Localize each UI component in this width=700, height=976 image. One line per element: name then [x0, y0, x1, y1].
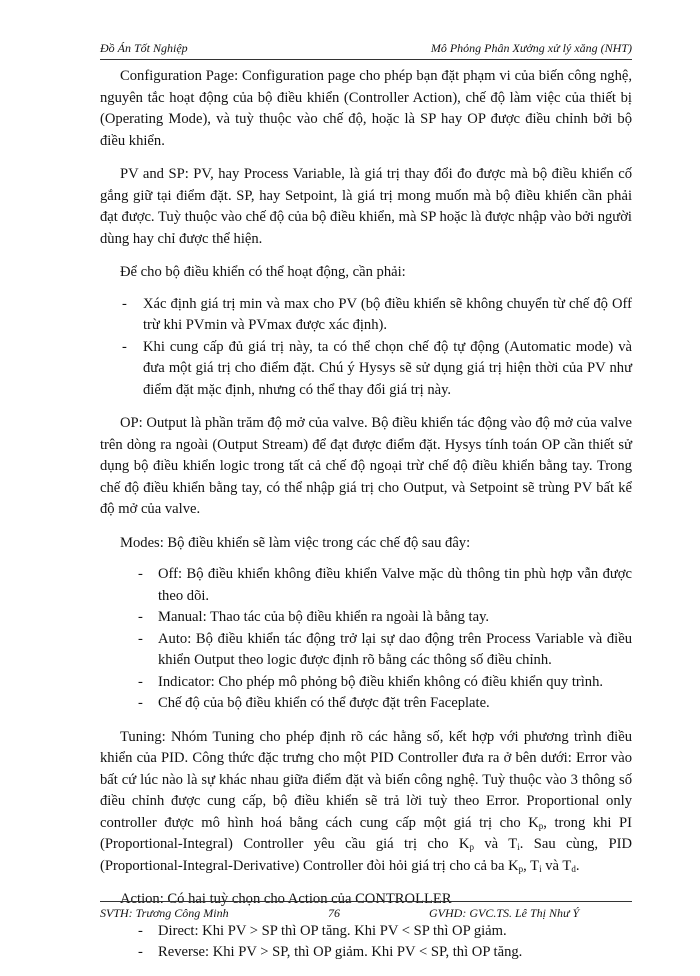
list-item: - Chế độ của bộ điều khiển có thể được đặt trên Faceplate. [100, 693, 632, 715]
footer-advisor: GVHD: GVC.TS. Lê Thị Như Ý [429, 906, 580, 920]
paragraph-requirements-intro: Để cho bộ điều khiển có thể hoạt động, cần phải: [120, 264, 406, 280]
paragraph-configuration-page: Configuration Page: Configuration page cho phép bạn đặt phạm vi của biến công nghệ, nguyên tắc hoạt động của bộ điều khiển (Controller Action), chế độ làm việc của thiết bị (Operating Mode), và tuỳ thuộc vào chế độ, hoặc là SP hay OP được điều chỉnh bởi bộ điều khiển. [100, 68, 632, 149]
page-header [100, 40, 632, 60]
paragraph-modes-intro: Modes: Bộ điều khiển sẽ làm việc trong các chế độ sau đây: [120, 534, 471, 551]
paragraph-op: OP: Output là phần trăm độ mở của valve. Bộ điều khiển tác động vào độ mở của valve trên dòng ra ngoài (Output Stream) để đạt được điểm đặt. Hysys tính toán OP cần thiết sử dụng bộ điều khiển logic trong tất cả chế độ ngoại trừ chế độ điều khiển bằng tay. Trong chế độ điều khiển bằng tay, có thể nhập giá trị cho Output, và Setpoint sẽ trùng PV bất kể độ mở của valve. [100, 415, 632, 517]
list-item: - Off: Bộ điều khiển không điều khiển Valve mặc dù thông tin phù hợp vẫn được theo dõi. [138, 566, 632, 604]
dash-bullet-icon: - [122, 338, 127, 355]
list-item: - Direct: Khi PV > SP thì OP tăng. Khi PV < SP thì OP giảm. [100, 921, 632, 943]
page-body [100, 66, 632, 976]
list-item: - Manual: Thao tác của bộ điều khiển ra ngoài là bằng tay. [100, 607, 632, 629]
dash-bullet-icon: - [122, 295, 127, 312]
list-item: - Auto: Bộ điều khiển tác động trở lại sự dao động trên Process Variable và điều khiển Output theo logic được định rõ bằng các thông số điều chỉnh. [138, 630, 632, 668]
footer-student: SVTH: Trương Công Minh [100, 906, 229, 920]
list-item: - Khi cung cấp đủ giá trị này, ta có thể chọn chế độ tự động (Automatic mode) và đưa một giá trị cho điểm đặt. Chú ý Hysys sẽ sử dụng giá trị hiện thời của PV như điểm đặt mặc định, nhưng có thể thay đổi giá trị này. [122, 338, 632, 398]
dash-bullet-icon: - [138, 630, 143, 647]
modes-list [100, 564, 632, 715]
page-number: 76 [328, 906, 340, 920]
dash-bullet-icon: - [138, 695, 143, 711]
paragraph-pv-sp: PV and SP: PV, hay Process Variable, là giá trị thay đổi đo được mà bộ điều khiển cố gắng giữ tại điểm đặt. SP, hay Setpoint, là giá trị mong muốn mà bộ điều khiển cần phải đạt được. Tuỳ thuộc vào chế độ của bộ điều khiển, mà SP hoặc là được nhập vào bởi người dùng hay chỉ được thể hiện. [100, 166, 632, 247]
dash-bullet-icon: - [138, 673, 143, 690]
page-footer [100, 901, 632, 923]
header-title-left: Đồ Án Tốt Nghiệp [100, 41, 188, 55]
actions-list [100, 921, 632, 964]
paragraph-tuning: Tuning: Nhóm Tuning cho phép định rõ các hằng số, kết hợp với phương trình điều khiển của PID. Công thức đặc trưng cho một PID Controller đưa ra ở bên dưới: Error vào bất cứ lúc nào là sự khác nhau giữa điểm đặt và biến công nghệ. Tuỳ thuộc vào 3 thông số điều chỉnh được cung cấp, bộ điều khiển sẽ trả lời tuỳ theo Error. Proportional only controller được mô hình hoá bằng cách cung cấp một giá trị cho $K_p$, trong khi PI (Proportional-Integral) Controller yêu cầu giá trị cho $K_p$ và $T_i$. Sau cùng, PID (Proportional-Integral-Derivative) Controller đòi hỏi giá trị cho cả ba $K_p$, $T_i$ và $T_d$. [100, 728, 632, 874]
dash-bullet-icon: - [138, 944, 143, 960]
dash-bullet-icon: - [138, 566, 143, 582]
paragraph-action-intro: Action: Có hai tuỳ chọn cho Action của CONTROLLER [120, 891, 452, 907]
list-item: - Indicator: Cho phép mô phỏng bộ điều khiển không có điều khiển quy trình. [100, 672, 632, 694]
header-title-right: Mô Phỏng Phân Xưởng xử lý xăng (NHT) [430, 41, 632, 55]
dash-bullet-icon: - [138, 609, 143, 625]
list-item: - Xác định giá trị min và max cho PV (bộ điều khiển sẽ không chuyển từ chế độ Off trừ khi PVmin và PVmax được xác định). [122, 295, 632, 333]
dash-bullet-icon: - [138, 922, 143, 939]
requirements-list [100, 294, 632, 402]
list-item: - Reverse: Khi PV > SP, thì OP giảm. Khi PV < SP, thì OP tăng. [100, 942, 632, 964]
